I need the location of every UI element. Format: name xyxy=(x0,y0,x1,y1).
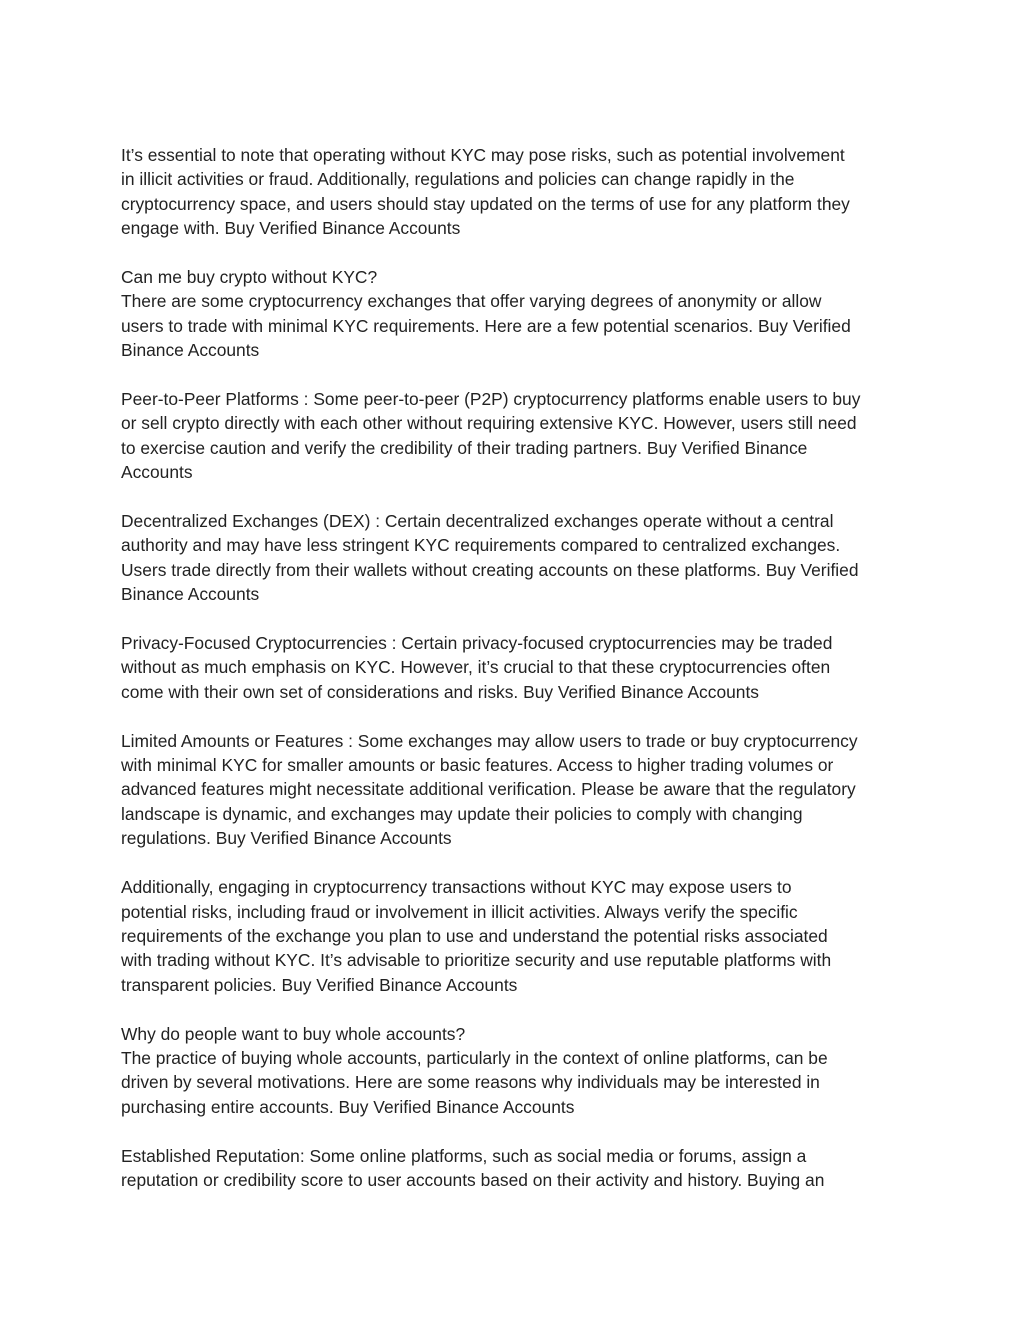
text-line: Users trade directly from their wallets without creating accounts on these platforms. Buy Verified xyxy=(121,559,859,580)
paragraph-buy-without-kyc xyxy=(121,265,907,363)
text-line: users to trade with minimal KYC requirements. Here are a few potential scenarios. Buy Verified xyxy=(121,315,851,336)
text-line: reputation or credibility score to user accounts based on their activity and history. Buying an xyxy=(121,1169,825,1190)
text-line: It’s essential to note that operating without KYC may pose risks, such as potential involvement xyxy=(121,145,845,165)
paragraph-kyc-risks xyxy=(121,143,907,241)
text-line: in illicit activities or fraud. Additionally, regulations and policies can change rapidly in the xyxy=(121,169,795,190)
paragraph-established-reputation xyxy=(121,1144,907,1193)
text-line: potential risks, including fraud or involvement in illicit activities. Always verify the specific xyxy=(121,901,798,922)
text-line: Privacy-Focused Cryptocurrencies : Certain privacy-focused cryptocurrencies may be traded xyxy=(121,633,833,654)
text-line: regulations. Buy Verified Binance Accounts xyxy=(121,828,452,849)
text-line: driven by several motivations. Here are some reasons why individuals may be interested in xyxy=(121,1072,820,1093)
text-line: purchasing entire accounts. Buy Verified Binance Accounts xyxy=(121,1096,575,1117)
text-line: advanced features might necessitate additional verification. Please be aware that the regulatory xyxy=(121,779,856,800)
text-line: cryptocurrency space, and users should stay updated on the terms of use for any platform they xyxy=(121,193,850,214)
text-line: Decentralized Exchanges (DEX) : Certain decentralized exchanges operate without a central xyxy=(121,511,834,532)
text-line: Established Reputation: Some online platforms, such as social media or forums, assign a xyxy=(121,1145,807,1166)
text-line: requirements of the exchange you plan to use and understand the potential risks associated xyxy=(121,925,828,946)
text-line: Additionally, engaging in cryptocurrency transactions without KYC may expose users to xyxy=(121,877,792,898)
text-line: authority and may have less stringent KYC requirements compared to centralized exchanges. xyxy=(121,535,841,556)
text-line: with trading without KYC. It’s advisable to prioritize security and use reputable platforms with xyxy=(121,950,832,971)
paragraph-why-buy-accounts xyxy=(121,1022,907,1120)
section-heading: Why do people want to buy whole accounts? xyxy=(121,1023,466,1044)
document-body xyxy=(121,143,907,1217)
text-line: engage with. Buy Verified Binance Accounts xyxy=(121,218,461,239)
paragraph-dex xyxy=(121,509,907,607)
text-line: Limited Amounts or Features : Some exchanges may allow users to trade or buy cryptocurrency xyxy=(121,730,858,751)
text-line: Accounts xyxy=(121,462,193,483)
paragraph-additional-risks xyxy=(121,875,907,997)
text-line: transparent policies. Buy Verified Binance Accounts xyxy=(121,974,518,995)
text-line: There are some cryptocurrency exchanges that offer varying degrees of anonymity or allow xyxy=(121,291,822,312)
text-line: The practice of buying whole accounts, particularly in the context of online platforms, can be xyxy=(121,1047,828,1068)
paragraph-privacy-coins xyxy=(121,631,907,704)
text-line: without as much emphasis on KYC. However, it’s crucial to that these cryptocurrencies often xyxy=(121,657,831,678)
text-line: Peer-to-Peer Platforms : Some peer-to-peer (P2P) cryptocurrency platforms enable users to buy xyxy=(121,389,861,410)
text-line: or sell crypto directly with each other without requiring extensive KYC. However, users still need xyxy=(121,413,857,434)
section-heading: Can me buy crypto without KYC? xyxy=(121,267,378,288)
text-line: come with their own set of considerations and risks. Buy Verified Binance Accounts xyxy=(121,681,759,702)
paragraph-limited-amounts xyxy=(121,729,907,851)
paragraph-p2p-platforms xyxy=(121,387,907,485)
text-line: to exercise caution and verify the credibility of their trading partners. Buy Verified Binance xyxy=(121,437,808,458)
text-line: landscape is dynamic, and exchanges may update their policies to comply with changing xyxy=(121,803,803,824)
text-line: Binance Accounts xyxy=(121,340,260,361)
text-line: with minimal KYC for smaller amounts or basic features. Access to higher trading volumes or xyxy=(121,755,834,776)
text-line: Binance Accounts xyxy=(121,584,260,605)
